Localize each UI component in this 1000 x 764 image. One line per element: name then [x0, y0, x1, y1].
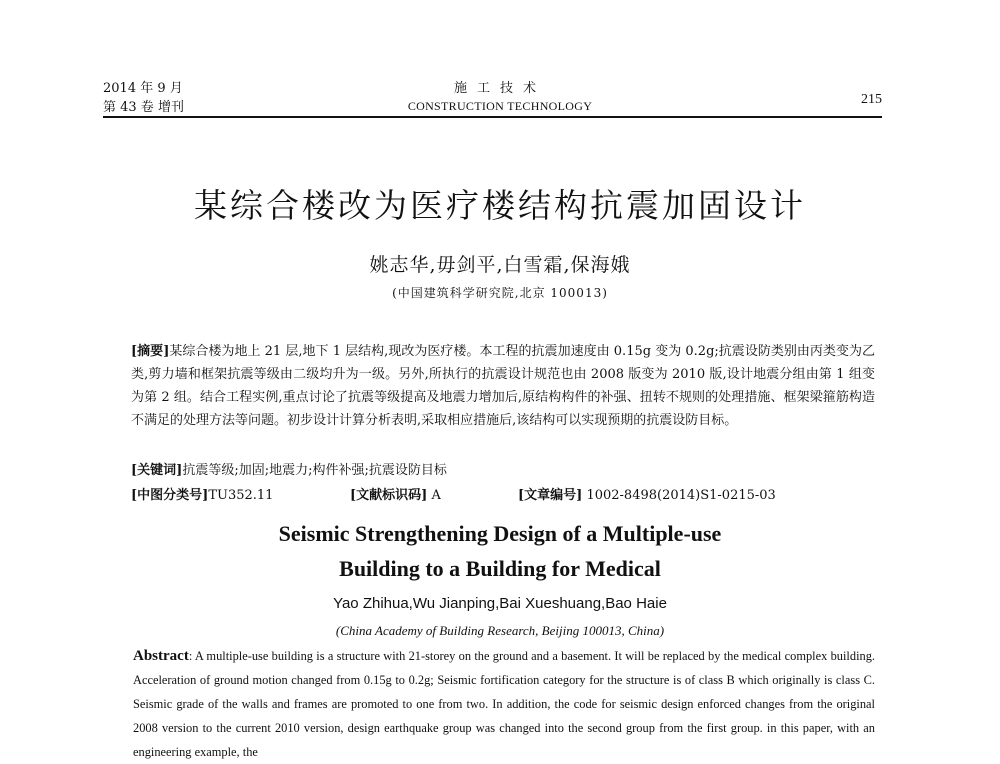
abstract-en: [133, 644, 875, 764]
abstract-cn-label: [摘要]: [131, 344, 170, 359]
affiliation-cn: (中国建筑科学研究院,北京 100013): [392, 286, 608, 300]
authors-en: Yao Zhihua,Wu Jianping,Bai Xueshuang,Bao Haie: [333, 595, 667, 612]
volume-info: 第 43 卷 增刊: [103, 100, 184, 115]
header-rule: [103, 116, 882, 118]
abstract-en-text: : A multiple-use building is a structure with 21-storey on the ground and a basement. It will be replaced by the medical complex building. Acceleration of ground motion changed from 0.15g to 0.2g; Seismic fortification category for the structure is of class B which originally is class C. Seismic grade of the walls and frames are promoted to one from two. In addition, the code for seismic design enforced changes from the original 2008 version to the current 2010 version, design earthquake group was changed into the second group from the first group. in this paper, with an engineering example, the: [133, 649, 875, 759]
abstract-cn-text: 某综合楼为地上 21 层,地下 1 层结构,现改为医疗楼。本工程的抗震加速度由 0.15g 变为 0.2g;抗震设防类别由丙类变为乙类,剪力墙和框架抗震等级由二级均升为一级。另外,所执行的抗震设计规范也由 2008 版变为 2010 版,设计地震分组由第 1 组变为第 2 组。结合工程实例,重点讨论了抗震等级提高及地震力增加后,原结构构件的补强、扭转不规则的处理措施、框架梁箍筋构造不满足的处理方法等问题。初步设计计算分析表明,采取相应措施后,该结构可以实现预期的抗震设防目标。: [131, 344, 875, 428]
doc-code-value: A: [431, 488, 441, 503]
abstract-en-label: Abstract: [133, 648, 189, 664]
doc-code-label: [文献标识码]: [350, 488, 428, 503]
keywords-cn-text: 抗震等级;加固;地震力;构件补强;抗震设防目标: [182, 463, 447, 478]
abstract-cn: [131, 340, 875, 432]
document-code: [350, 484, 441, 503]
authors-cn: 姚志华,毋剑平,白雪霜,保海娥: [369, 254, 631, 276]
page-number: 215: [861, 92, 882, 107]
title-en-line-2: Building to a Building for Medical: [339, 556, 661, 581]
issue-date: 2014 年 9 月: [103, 81, 183, 96]
clc-number: [131, 484, 273, 503]
clc-value: TU352.11: [208, 488, 274, 503]
paper-title-en: [0, 516, 1000, 586]
journal-name-cn: 施工技术: [453, 81, 546, 96]
journal-header: [380, 79, 620, 115]
header-left: [103, 79, 184, 117]
keywords-cn-label: [关键词]: [131, 463, 183, 478]
keywords-cn: [131, 459, 447, 478]
clc-label: [中图分类号]: [131, 488, 209, 503]
journal-name-en: CONSTRUCTION TECHNOLOGY: [407, 99, 593, 113]
article-number-value: 1002-8498(2014)S1-0215-03: [586, 488, 776, 503]
affiliation-en: (China Academy of Building Research, Beijing 100013, China): [335, 623, 665, 638]
paper-title-cn: 某综合楼改为医疗楼结构抗震加固设计: [194, 186, 806, 225]
title-en-line-1: Seismic Strengthening Design of a Multiple-use: [278, 521, 722, 546]
article-number: [518, 484, 776, 503]
article-number-label: [文章编号]: [518, 488, 583, 503]
